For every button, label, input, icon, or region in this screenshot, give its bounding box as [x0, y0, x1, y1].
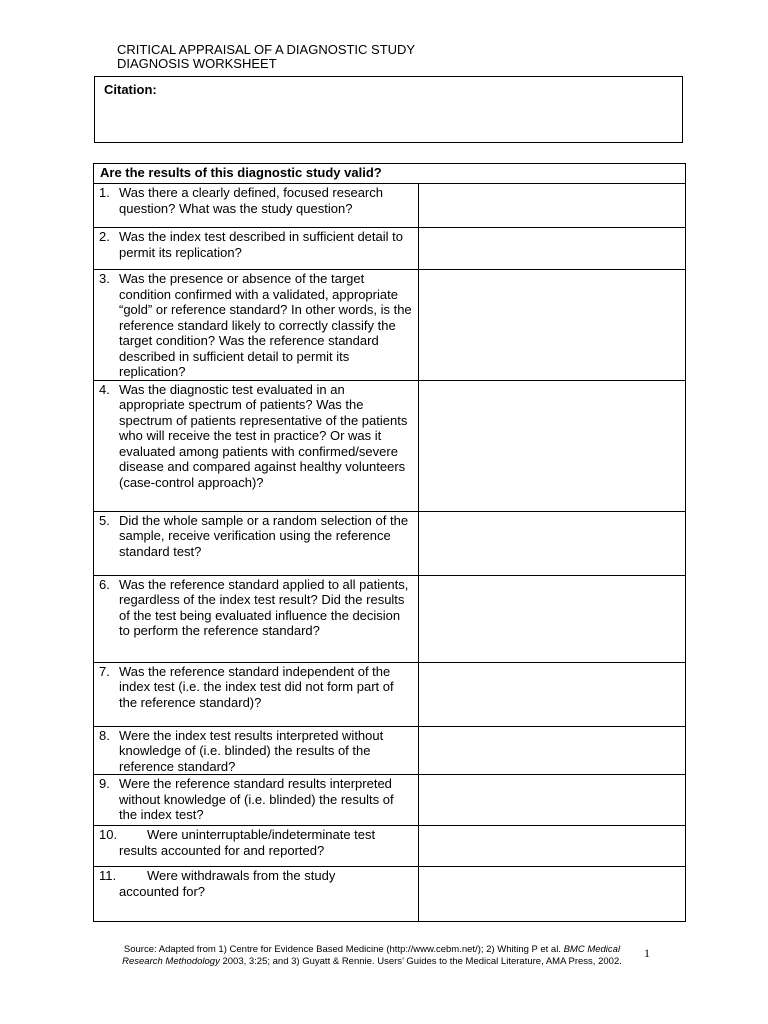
- question-cell: [94, 184, 419, 228]
- page-number: 1: [644, 946, 650, 960]
- answer-cell[interactable]: [419, 775, 686, 826]
- source-footnote: [110, 944, 634, 968]
- table-row: [94, 380, 686, 511]
- answer-cell[interactable]: [419, 662, 686, 726]
- question-cell: [94, 228, 419, 270]
- validity-header-row: [94, 164, 686, 184]
- question-cell: [94, 380, 419, 511]
- question-number: 2.: [99, 229, 110, 244]
- question-number: 7.: [99, 663, 110, 679]
- question-number: 3.: [99, 271, 110, 286]
- answer-cell[interactable]: [419, 380, 686, 511]
- question-number: 11.: [99, 868, 117, 883]
- validity-header: Are the results of this diagnostic study valid?: [94, 164, 686, 184]
- question-text: Was the reference standard applied to all patients, regardless of the index test result? Did the results of the test being evaluated influence the decision to perform the reference standard?: [119, 576, 409, 638]
- answer-cell[interactable]: [419, 228, 686, 270]
- answer-cell[interactable]: [419, 270, 686, 381]
- question-cell: [94, 775, 419, 826]
- journal-name: BMC Medical Research Methodology: [122, 944, 621, 967]
- question-number: 10.: [99, 827, 118, 842]
- question-text: Was the index test described in sufficient detail to permit its replication?: [119, 229, 403, 260]
- question-text: Were uninterruptable/indeterminate test: [147, 827, 376, 842]
- source-text-continued: 2003, 3:25; and 3) Guyatt & Rennie. Users’ Guides to the Medical Literature, AMA Press, 2002.: [219, 956, 622, 967]
- question-number: 4.: [99, 381, 110, 397]
- table-row: [94, 228, 686, 270]
- question-cell: [94, 511, 419, 575]
- table-row: [94, 270, 686, 381]
- question-text: Was the diagnostic test evaluated in an appropriate spectrum of patients? Was the spectrum of patients representative of the patients who will receive the test in practice? Or was it evaluated among patients with confirmed/severe disease and compared against healthy volunteers (case-control approach)?: [119, 381, 408, 490]
- question-text: Were withdrawals from the study: [147, 868, 336, 883]
- citation-box[interactable]: [94, 76, 683, 143]
- answer-cell[interactable]: [419, 726, 686, 775]
- answer-cell[interactable]: [419, 867, 686, 922]
- source-text: Source: Adapted from 1) Centre for Evidence Based Medicine (http://www.cebm.net/); 2) Whiting P et al.: [123, 944, 564, 955]
- question-number: 1.: [99, 185, 110, 200]
- table-row: [94, 662, 686, 726]
- question-text: Were the reference standard results interpreted without knowledge of (i.e. blinded) the results of the index test?: [119, 776, 394, 822]
- answer-cell[interactable]: [419, 511, 686, 575]
- question-text: Did the whole sample or a random selection of the sample, receive verification using the reference standard test?: [119, 512, 409, 559]
- question-number: 6.: [99, 576, 110, 592]
- validity-table: [93, 163, 686, 922]
- question-cell: [94, 662, 419, 726]
- question-text: Was there a clearly defined, focused research question? What was the study question?: [119, 185, 383, 216]
- answer-cell[interactable]: [419, 575, 686, 662]
- question-number: 9.: [99, 776, 110, 791]
- question-text: Was the reference standard independent of the index test (i.e. the index test did not form part of the reference standard)?: [119, 663, 394, 710]
- worksheet-subtitle: DIAGNOSIS WORKSHEET: [117, 56, 277, 71]
- question-cell: [94, 726, 419, 775]
- citation-label: Citation:: [104, 82, 157, 97]
- question-cell: [94, 575, 419, 662]
- table-row: [94, 184, 686, 228]
- table-row: [94, 826, 686, 867]
- question-cell: [94, 826, 419, 867]
- table-row: [94, 575, 686, 662]
- table-row: [94, 867, 686, 922]
- question-cell: [94, 270, 419, 381]
- question-text: Were the index test results interpreted without knowledge of (i.e. blinded) the results of the reference standard?: [119, 727, 384, 774]
- table-row: [94, 511, 686, 575]
- question-text-continued: results accounted for and reported?: [119, 842, 325, 858]
- table-row: [94, 726, 686, 775]
- worksheet-title: CRITICAL APPRAISAL OF A DIAGNOSTIC STUDY: [117, 42, 416, 57]
- question-text-continued: accounted for?: [119, 883, 206, 899]
- table-row: [94, 775, 686, 826]
- answer-cell[interactable]: [419, 184, 686, 228]
- question-text: Was the presence or absence of the target condition confirmed with a validated, appropriate “gold” or reference standard? In other words, is the reference standard likely to correctly classify the target condition? Was the reference standard described in sufficient detail to permit its replication?: [119, 271, 412, 379]
- question-cell: [94, 867, 419, 922]
- answer-cell[interactable]: [419, 826, 686, 867]
- question-number: 5.: [99, 512, 110, 528]
- worksheet-header: [117, 43, 415, 71]
- question-number: 8.: [99, 727, 110, 743]
